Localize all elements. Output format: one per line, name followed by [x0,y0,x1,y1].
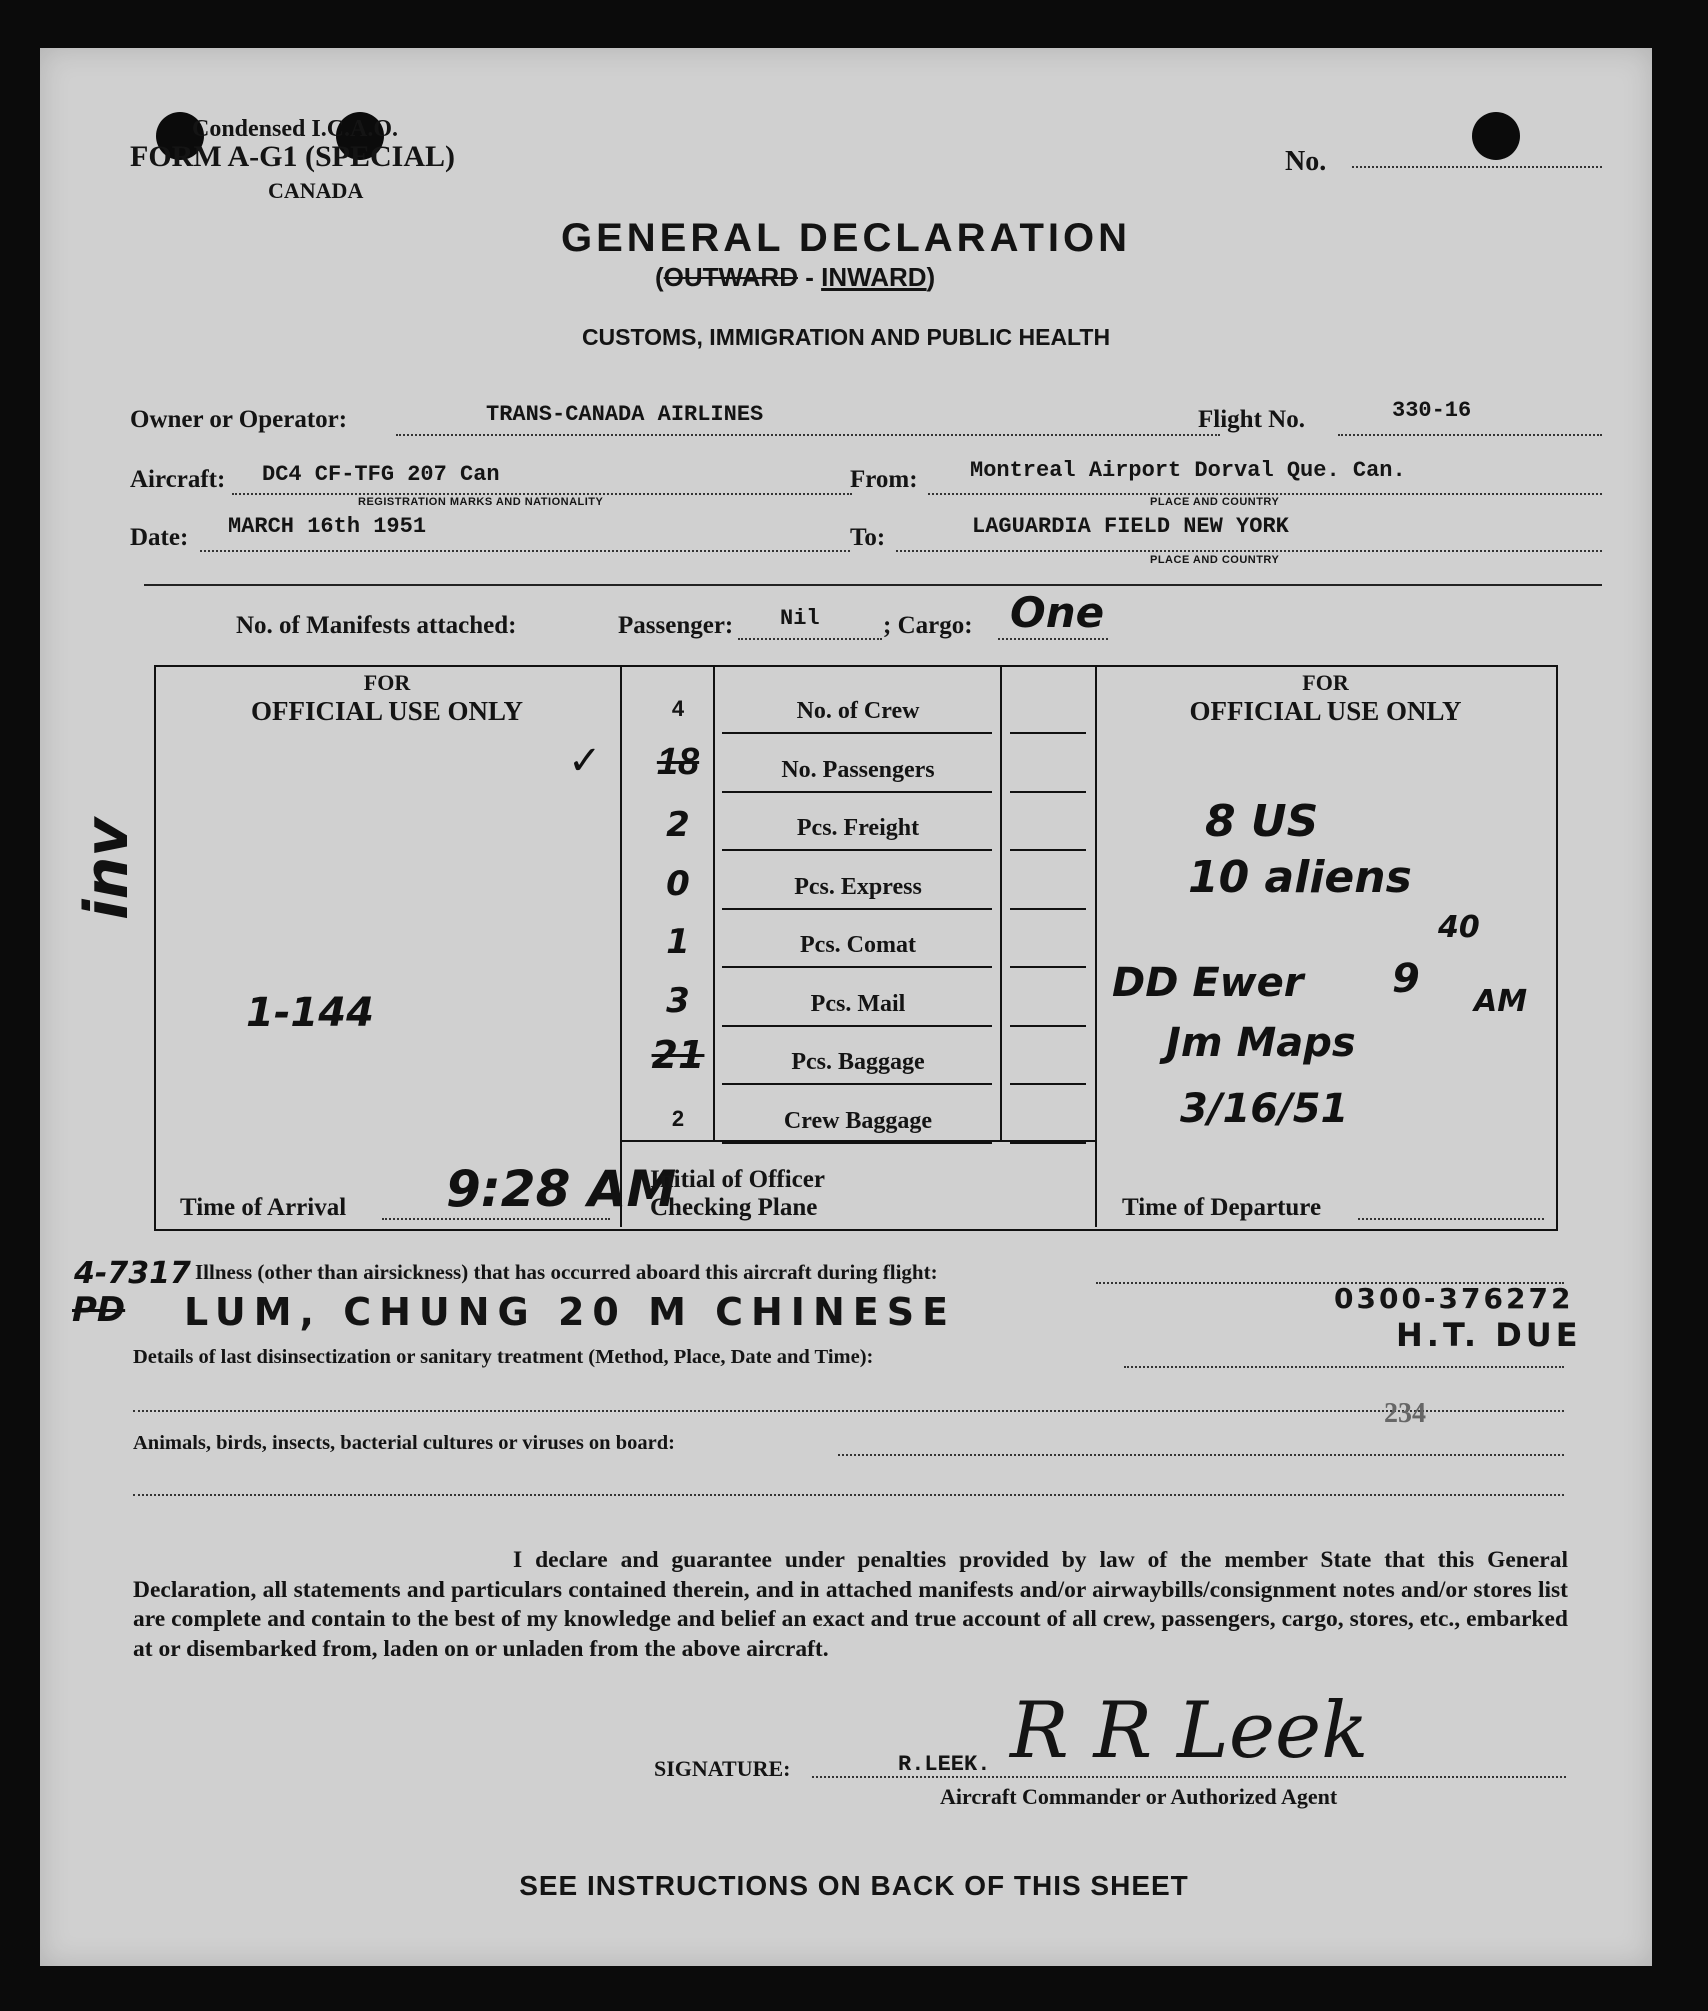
disinsection-line-2 [133,1410,1564,1412]
signature-handwritten: R R Leek [1010,1686,1369,1776]
margin-note: inv [72,817,142,920]
table-divider [1000,665,1002,1140]
row-rule [1010,966,1086,968]
disinsection-line [1124,1366,1564,1368]
official-use-left: OFFICIAL USE ONLY [250,696,524,726]
footer-instructions: SEE INSTRUCTIONS ON BACK OF THIS SHEET [519,1870,1189,1901]
row-rule [1010,849,1086,851]
form-no-label: No. [1285,146,1327,177]
from-value: Montreal Airport Dorval Que. Can. [970,458,1406,483]
row-rule [1010,732,1086,734]
row-label: Pcs. Mail [810,990,906,1017]
row-label: Pcs. Comat [800,932,916,958]
row-label: Pcs. Baggage [791,1049,925,1075]
row-rule [1010,1025,1086,1027]
flight-line [1338,434,1602,436]
to-line [896,550,1602,552]
signature-typed-name: R.LEEK. [898,1752,991,1777]
row-rule [1010,791,1086,793]
illness-margin-number: 4-7317 [74,1256,191,1291]
aircraft-line [232,493,852,495]
row-label: Pcs. Freight [796,815,920,841]
owner-value: TRANS-CANADA AIRLINES [486,402,764,427]
row-rule [722,732,992,734]
disinsection-label: Details of last disinsectization or sanitary treatment (Method, Place, Date and Time): [133,1346,874,1368]
page-subtitle: CUSTOMS, IMMIGRATION AND PUBLIC HEALTH [581,324,1111,350]
row-value: 2 [666,805,690,845]
departure-time-suffix: 40 [1438,910,1480,945]
animals-line [838,1454,1564,1456]
row-label: No. Passengers [781,756,935,783]
row-value: 4 [671,696,685,721]
form-no-line [1352,166,1602,168]
disinsection-number: 234 [1384,1398,1426,1429]
owner-label: Owner or Operator: [130,406,348,433]
count-note: 1-144 [246,990,374,1036]
table-divider [620,665,622,1227]
animals-line-2 [133,1494,1564,1496]
aliens-count: 10 aliens [1188,852,1412,903]
inward-selected: INWARD [821,262,927,292]
illness-value: LUM, CHUNG 20 M CHINESE [184,1290,957,1334]
officer-label-2: Checking Plane [650,1194,818,1221]
signature-caption: Aircraft Commander or Authorized Agent [940,1784,1338,1809]
row-rule [722,849,992,851]
arrival-label: Time of Arrival [180,1194,347,1221]
officer-label-1: Initial of Officer [650,1166,825,1193]
illness-label: Illness (other than airsickness) that has occurred aboard this aircraft during flight: [195,1260,938,1284]
official-use-right: OFFICIAL USE ONLY [1189,696,1462,726]
from-caption: PLACE AND COUNTRY [1150,496,1280,508]
row-value: 0 [666,863,690,904]
row-rule [1010,1083,1086,1085]
flight-label: Flight No. [1198,406,1305,433]
arrival-line [382,1218,610,1220]
us-count: 8 US [1205,796,1319,847]
aircraft-value: DC4 CF-TFG 207 Can [262,462,500,487]
row-rule [722,791,992,793]
manifests-label: No. of Manifests attached: [236,612,517,639]
row-rule [1010,1142,1086,1144]
cargo-manifest-line [998,638,1108,640]
registration-caption: REGISTRATION MARKS AND NATIONALITY [358,496,604,508]
departure-ampm: AM [1474,984,1528,1019]
table-divider [1095,665,1097,1227]
animals-label: Animals, birds, insects, bacterial cultures or viruses on board: [133,1432,675,1454]
departure-date-note: 3/16/51 [1180,1086,1349,1132]
row-rule [722,1142,992,1144]
to-label: To: [850,524,886,551]
form-country: CANADA [268,178,364,203]
row-rule [722,908,992,910]
official-use-right-heading: FOR [1302,670,1349,695]
row-value: 21 [651,1033,705,1077]
row-value: 18 [656,740,700,783]
official-use-left-heading: FOR [363,670,411,695]
from-line [928,493,1602,495]
date-line [200,550,850,552]
departure-time-note: 9 [1392,956,1420,1002]
row-rule [722,966,992,968]
illness-reference-number: 0300-376272 [1334,1282,1574,1315]
flight-value: 330-16 [1392,398,1472,423]
passenger-mark: ✓ [568,738,602,784]
row-value: 1 [666,922,690,962]
passenger-manifest-line [738,638,882,640]
form-condensed-label: Condensed I.C.A.O. [192,116,399,142]
from-label: From: [850,466,918,493]
passenger-manifest-label: Passenger: [618,612,734,639]
date-value: MARCH 16th 1951 [228,514,427,539]
departure-label: Time of Departure [1122,1194,1322,1221]
signature-label: SIGNATURE: [654,1756,791,1781]
row-rule [722,1083,992,1085]
officer-initials: DD Ewer [1112,960,1304,1006]
punch-hole [1472,112,1520,160]
row-rule [722,1025,992,1027]
date-label: Date: [130,524,189,551]
to-value: LAGUARDIA FIELD NEW YORK [972,514,1289,539]
row-label: Crew Baggage [783,1107,933,1134]
row-label: No. of Crew [796,698,920,724]
page-title: GENERAL DECLARATION [560,216,1132,260]
to-caption: PLACE AND COUNTRY [1150,554,1280,566]
direction-label: (OUTWARD - INWARD) [655,262,936,292]
form-number: FORM A-G1 (SPECIAL) [130,140,455,173]
row-value: 3 [666,980,690,1021]
aircraft-label: Aircraft: [130,466,226,493]
cargo-manifest-label: ; Cargo: [883,612,973,639]
row-value: 2 [671,1105,685,1131]
departure-line [1358,1218,1544,1220]
outward-struck: OUTWARD [663,262,798,292]
row-rule [1010,908,1086,910]
owner-line [396,434,1220,436]
illness-margin-struck: PD [72,1290,126,1330]
cargo-manifest-value: One [1010,588,1105,637]
illness-reference-name: H.T. DUE [1396,1316,1582,1354]
passenger-manifest-value: Nil [780,606,820,631]
row-label: Pcs. Express [794,873,922,900]
arrival-value: 9:28 AM [446,1160,677,1218]
declaration-text: I declare and guarantee under penalties provided by law of the member State that this General Declaration, all statements and particulars contained therein, and in attached manifests and/or airwaybills/consignment notes and/or stores list are complete and contain to the best of my knowledge and belief an exact and true account of all crew, passengers, cargo, stores, etc., embarked at or disembarked from, laden on or unladen from the above aircraft. [133,1547,1568,1662]
divider [144,584,1602,586]
officer-signature: Jm Maps [1166,1020,1356,1066]
